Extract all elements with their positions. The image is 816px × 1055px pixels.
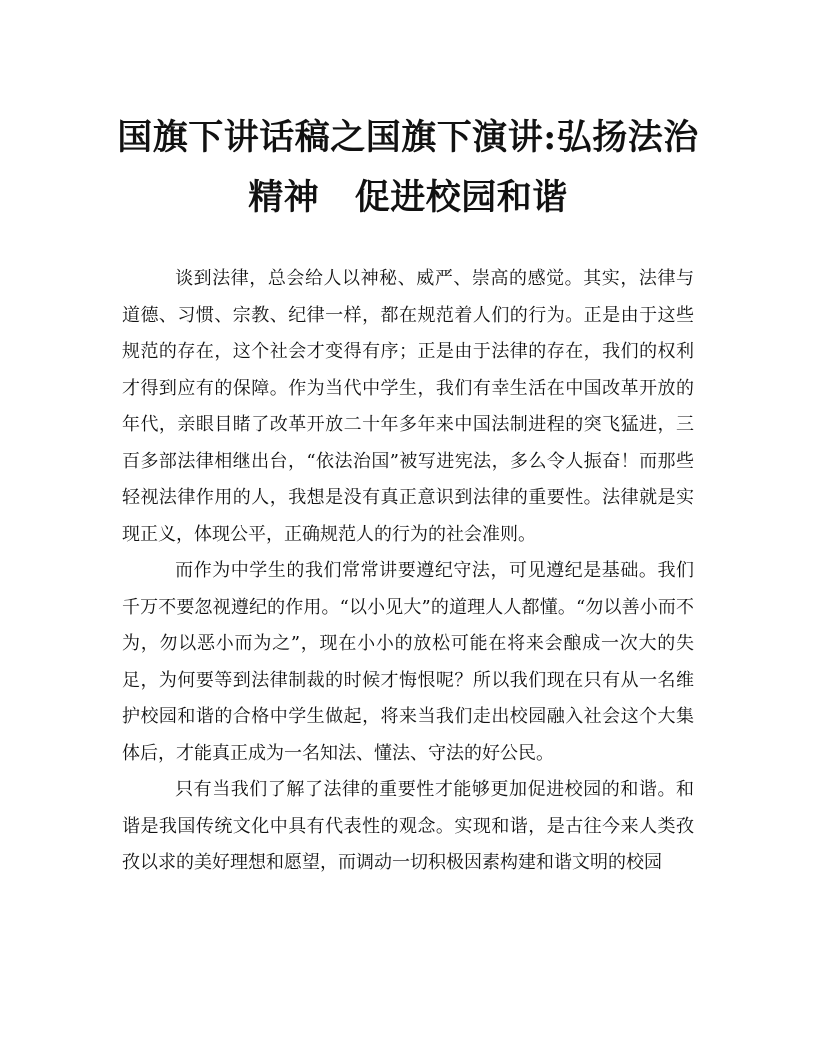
title-line-2: 精神 促进校园和谐	[248, 177, 568, 218]
document-body	[122, 261, 694, 882]
title-line-1: 国旗下讲话稿之国旗下演讲:弘扬法治	[117, 117, 699, 158]
paragraph-3: 只有当我们了解了法律的重要性才能够更加促进校园的和谐。和谐是我国传统文化中具有代表性的观念。实现和谐，是古往今来人类孜孜以求的美好理想和愿望，而调动一切积极因素构建和谐文明的校园	[122, 779, 694, 873]
paragraph-2: 而作为中学生的我们常常讲要遵纪守法，可见遵纪是基础。我们千万不要忽视遵纪的作用。“以小见大”的道理人人都懂。“勿以善小而不为，勿以恶小而为之”，现在小小的放松可能在将来会酿成一次大的失足，为何要等到法律制裁的时候才悔恨呢？所以我们现在只有从一名维护校园和谐的合格中学生做起，将来当我们走出校园融入社会这个大集体后，才能真正成为一名知法、懂法、守法的好公民。	[122, 560, 694, 764]
paragraph-1: 谈到法律，总会给人以神秘、威严、崇高的感觉。其实，法律与道德、习惯、宗教、纪律一样，都在规范着人们的行为。正是由于这些规范的存在，这个社会才变得有序；正是由于法律的存在，我们的权利才得到应有的保障。作为当代中学生，我们有幸生活在中国改革开放的年代，亲眼目睹了改革开放二十年多年来中国法制进程的突飞猛进，三百多部法律相继出台，“依法治国”被写进宪法，多么令人振奋！而那些轻视法律作用的人，我想是没有真正意识到法律的重要性。法律就是实现正义，体现公平，正确规范人的行为的社会准则。	[122, 268, 694, 545]
document-title	[100, 108, 716, 228]
